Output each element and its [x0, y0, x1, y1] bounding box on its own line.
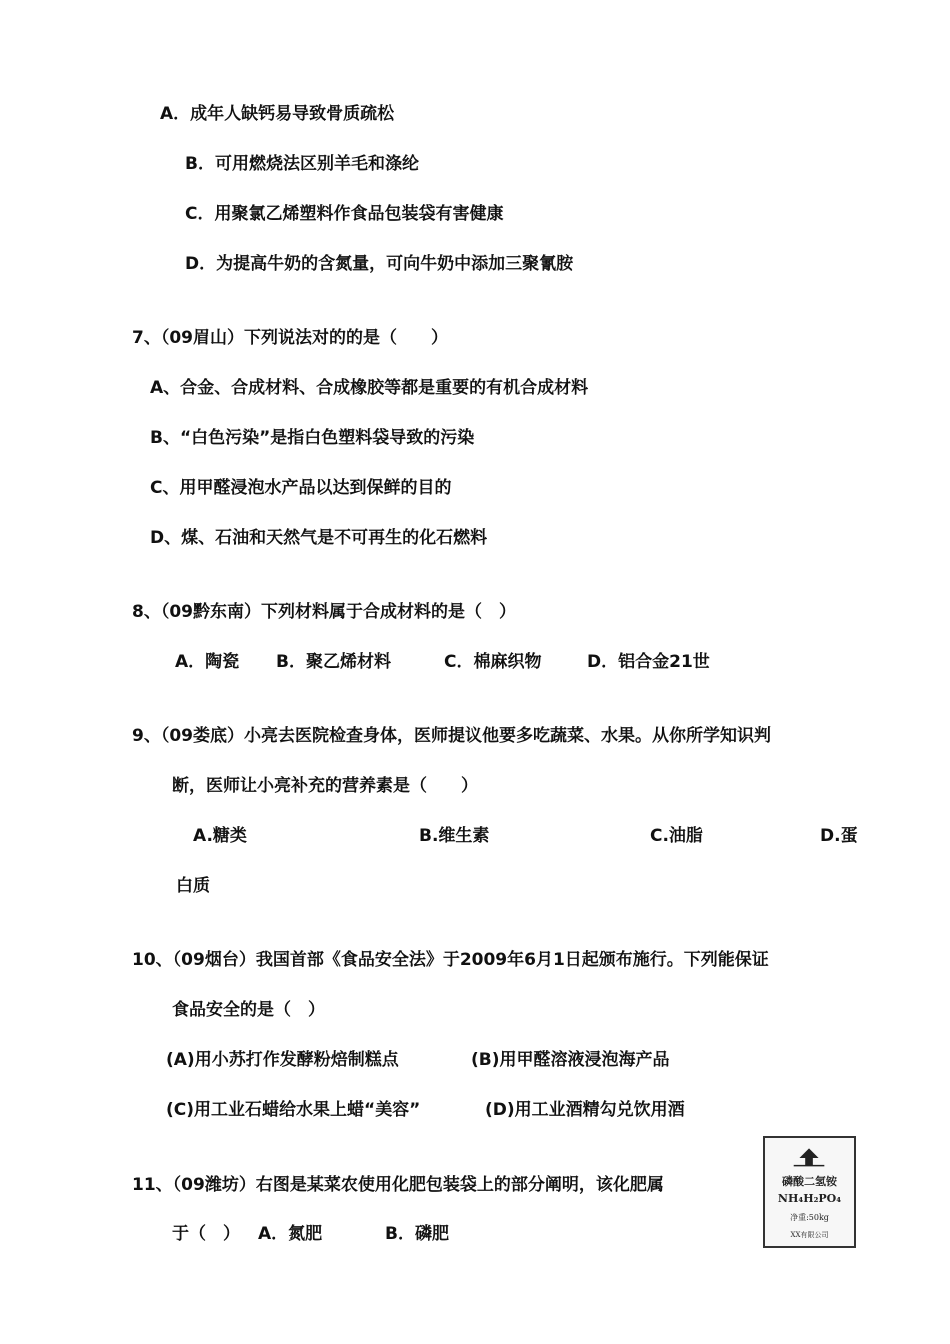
- q7-option-b: B、“白色污染”是指白色塑料袋导致的污染: [150, 428, 475, 448]
- q8-stem: 8、（09黔东南）下列材料属于合成材料的是（ ）: [132, 602, 516, 622]
- fertilizer-formula: NH₄H₂PO₄: [777, 1192, 842, 1205]
- q6-option-d: D．为提高牛奶的含氮量，可向牛奶中添加三聚氰胺: [185, 254, 574, 274]
- q6-option-c: C．用聚氯乙烯塑料作食品包装袋有害健康: [185, 204, 504, 224]
- q6-option-b: B．可用燃烧法区别羊毛和涤纶: [185, 154, 419, 174]
- q10-option-c: (C)用工业石蜡给水果上蜡“美容”: [166, 1100, 421, 1120]
- q7-option-a: A、合金、合成材料、合成橡胶等都是重要的有机合成材料: [150, 378, 589, 398]
- q11-stem-line1: 11、（09潍坊）右图是某菜农使用化肥包装袋上的部分阐明，该化肥属: [132, 1175, 664, 1195]
- q9-stem-line1: 9、（09娄底）小亮去医院检查身体，医师提议他要多吃蔬菜、水果。从你所学知识判: [132, 726, 771, 746]
- up-arrow-icon: [765, 1146, 854, 1168]
- q11-stem-line2: 于（ ）: [172, 1224, 240, 1244]
- q10-option-b: (B)用甲醛溶液浸泡海产品: [471, 1050, 670, 1070]
- q10-stem-line2: 食品安全的是（ ）: [172, 1000, 325, 1020]
- q10-option-a: (A)用小苏打作发酵粉焙制糕点: [166, 1050, 399, 1070]
- q11-option-b: B．磷肥: [385, 1224, 449, 1244]
- fertilizer-weight: 净重:50kg: [790, 1213, 829, 1222]
- q7-option-d: D、煤、石油和天然气是不可再生的化石燃料: [150, 528, 488, 548]
- q8-option-b: B．聚乙烯材料: [276, 652, 391, 672]
- q11-option-a: A．氮肥: [258, 1224, 323, 1244]
- q9-option-d-wrap: 白质: [176, 876, 210, 896]
- q10-option-d: (D)用工业酒精勾兑饮用酒: [485, 1100, 685, 1120]
- q9-stem-line2: 断，医师让小亮补充的营养素是（ ）: [172, 776, 478, 796]
- q9-option-d: D.蛋: [820, 826, 858, 846]
- q10-stem-line1: 10、（09烟台）我国首部《食品安全法》于2009年6月1日起颁布施行。下列能保证: [132, 950, 769, 970]
- q7-option-c: C、用甲醛浸泡水产品以达到保鲜的目的: [150, 478, 452, 498]
- q9-option-b: B.维生素: [419, 826, 490, 846]
- q6-option-a: A．成年人缺钙易导致骨质疏松: [160, 104, 395, 124]
- q8-option-c: C．棉麻织物: [444, 652, 542, 672]
- q7-stem: 7、（09眉山）下列说法对的的是（ ）: [132, 328, 448, 348]
- q9-option-a: A.糖类: [193, 826, 247, 846]
- q9-option-c: C.油脂: [650, 826, 703, 846]
- q8-option-d: D．铝合金21世: [587, 652, 710, 672]
- fertilizer-maker: XX有限公司: [790, 1231, 829, 1239]
- q8-option-a: A．陶瓷: [175, 652, 240, 672]
- fertilizer-label-figure: [763, 1136, 856, 1248]
- fertilizer-name: 磷酸二氢铵: [782, 1175, 837, 1188]
